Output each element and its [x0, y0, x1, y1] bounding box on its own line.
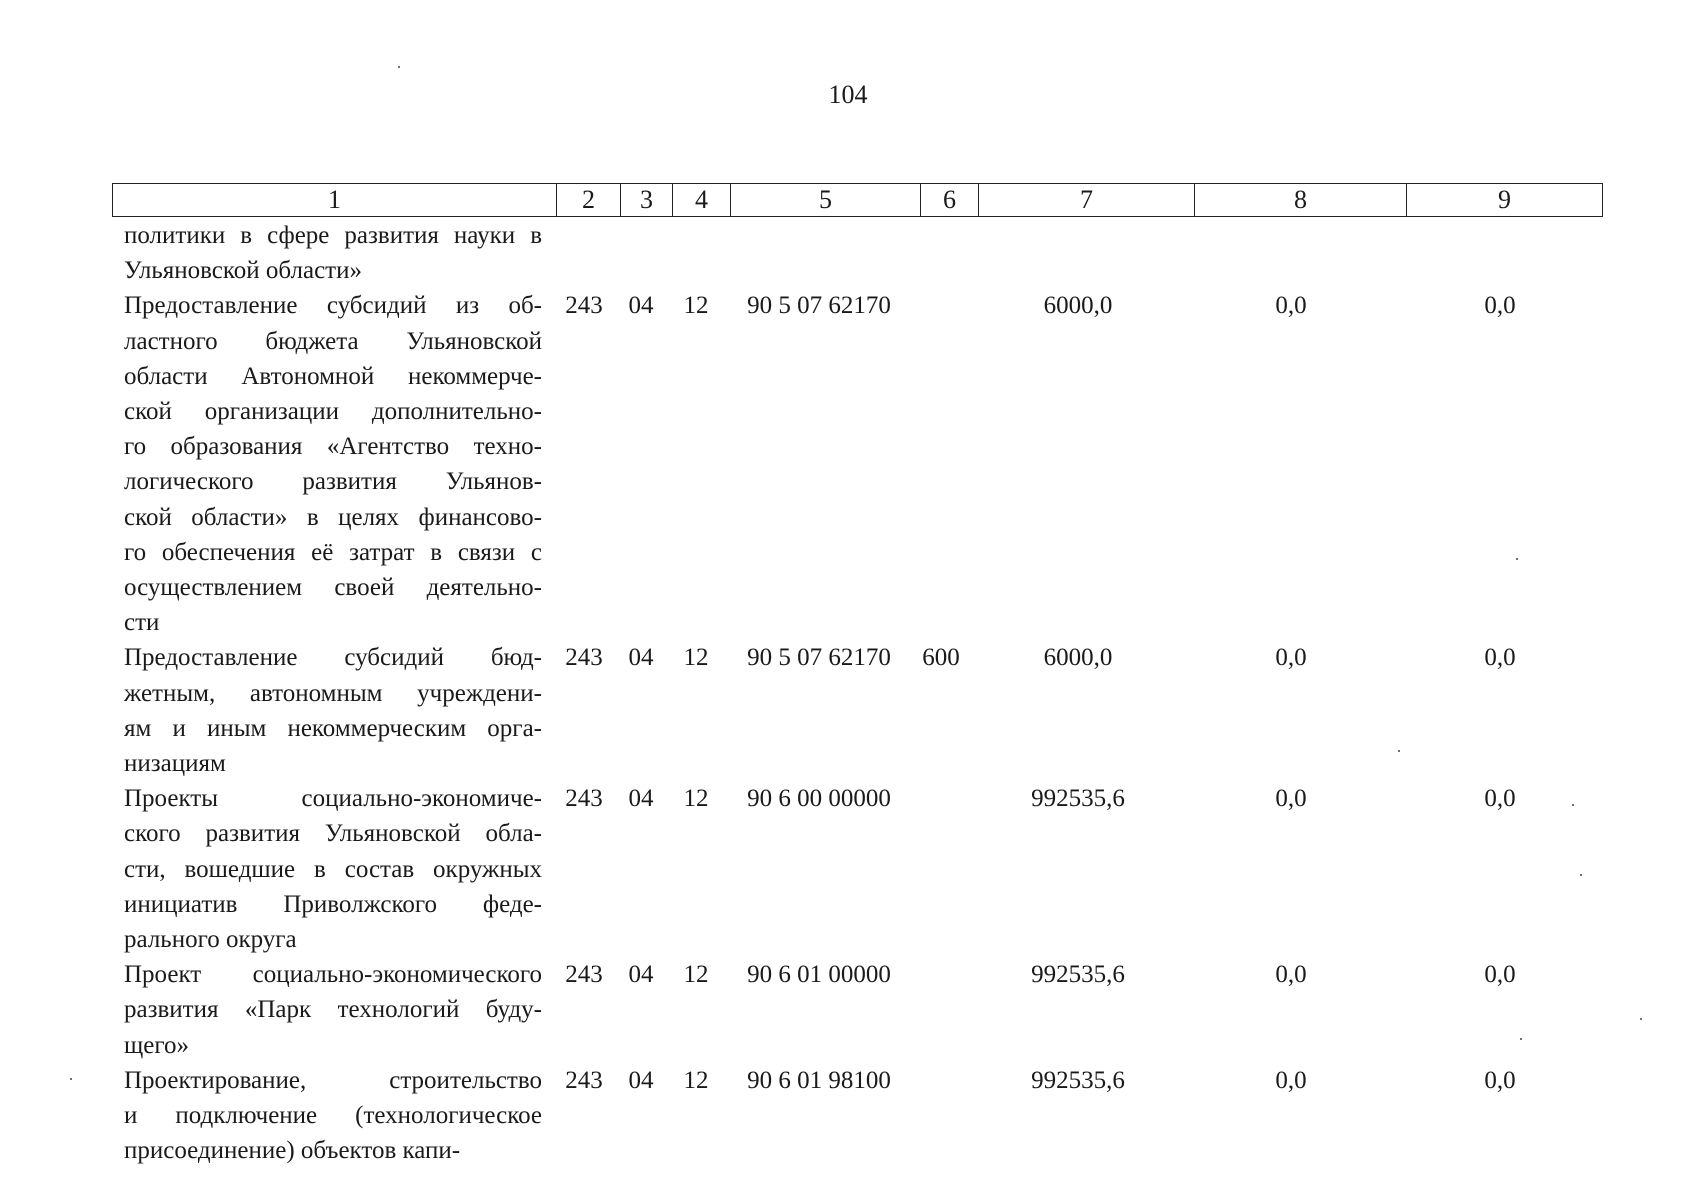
column-header-6: 6 [921, 184, 979, 217]
cell-amount-year-2: 0,0 [1275, 785, 1307, 813]
cell-subsection-2-code: 12 [683, 961, 709, 989]
page-number: 104 [828, 80, 868, 109]
description-line: низациям [124, 750, 226, 777]
description-line: сти, вошедшие в состав окружных [124, 855, 542, 883]
cell-amount-year-3: 0,0 [1484, 1066, 1516, 1094]
cell-subsection-code: 04 [628, 961, 654, 989]
description-line: жетным, автономным учреждени- [124, 679, 542, 707]
cell-amount-year-1: 6000,0 [1043, 292, 1113, 320]
cell-amount-year-3: 0,0 [1484, 292, 1516, 320]
cell-subsection-code: 04 [628, 1066, 654, 1094]
description-line: ской организации дополнительно- [124, 398, 542, 425]
cell-amount-year-2: 0,0 [1275, 292, 1307, 320]
description-line: ям и иным некоммерческим орга- [124, 714, 542, 742]
cell-amount-year-2: 0,0 [1275, 644, 1307, 672]
description-line: Проект социально-экономического [124, 961, 542, 989]
cell-section-code: 243 [565, 961, 603, 989]
description-line: Проекты социально-экономиче- [124, 785, 542, 813]
description-line: го образования «Агентство техно- [124, 433, 542, 461]
cell-amount-year-1: 6000,0 [1043, 644, 1113, 672]
description-line: рального округа [124, 926, 297, 953]
cell-amount-year-2: 0,0 [1275, 1066, 1307, 1094]
description-line: го обеспечения её затрат в связи с [124, 538, 542, 566]
description-line: Ульяновской области» [124, 257, 362, 285]
row-description [124, 640, 542, 781]
description-line: щего» [124, 1031, 189, 1059]
description-line: Предоставление субсидий бюд- [124, 644, 542, 672]
scan-speck [70, 1078, 72, 1080]
cell-subsection-2-code: 12 [683, 644, 709, 672]
description-line: Предоставление субсидий из об- [124, 292, 542, 320]
description-line: присоединение) объектов капи- [124, 1137, 461, 1165]
description-line: Проектирование, строительство [124, 1066, 542, 1094]
cell-subsection-code: 04 [628, 292, 654, 320]
row-description [124, 957, 542, 1063]
description-line: развития «Парк технологий буду- [124, 996, 542, 1024]
cell-target-article: 90 5 07 62170 [747, 644, 891, 672]
description-line: ского развития Ульяновской обла- [124, 820, 542, 848]
cell-amount-year-3: 0,0 [1484, 785, 1516, 813]
cell-amount-year-3: 0,0 [1484, 644, 1516, 672]
row-description [124, 1063, 542, 1169]
cell-section-code: 243 [565, 292, 603, 320]
cell-target-article: 90 6 01 98100 [747, 1066, 891, 1094]
column-header-3: 3 [621, 184, 673, 217]
column-header-2: 2 [557, 184, 621, 217]
column-header-1: 1 [113, 184, 557, 217]
row-description [124, 781, 542, 957]
column-header-5: 5 [731, 184, 921, 217]
cell-section-code: 243 [565, 644, 603, 672]
description-line: политики в сфере развития науки в [124, 222, 542, 249]
cell-amount-year-1: 992535,6 [1031, 961, 1125, 989]
cell-subsection-code: 04 [628, 785, 654, 813]
scan-speck [1520, 1038, 1522, 1040]
scan-speck [1398, 750, 1400, 752]
scan-speck [1580, 874, 1582, 876]
column-header-7: 7 [979, 184, 1195, 217]
cell-amount-year-1: 992535,6 [1031, 1066, 1125, 1094]
column-header-9: 9 [1407, 184, 1603, 217]
column-header-4: 4 [673, 184, 731, 217]
column-header-8: 8 [1195, 184, 1407, 217]
cell-section-code: 243 [565, 785, 603, 813]
description-line: ластного бюджета Ульяновской [124, 327, 542, 355]
cell-subsection-2-code: 12 [683, 1066, 709, 1094]
description-line: инициатив Приволжского феде- [124, 890, 542, 918]
description-line: и подключение (технологическое [124, 1102, 542, 1129]
description-line: осуществлением своей деятельно- [124, 574, 542, 602]
description-line: логического развития Ульянов- [124, 468, 542, 496]
cell-amount-year-1: 992535,6 [1031, 785, 1125, 813]
cell-subsection-2-code: 12 [683, 785, 709, 813]
scan-speck [1640, 1018, 1642, 1020]
cell-subsection-2-code: 12 [683, 292, 709, 320]
scan-speck [1516, 558, 1518, 560]
column-header-row [113, 184, 1603, 217]
row-description [124, 218, 542, 288]
cell-expense-type: 600 [922, 644, 960, 672]
cell-target-article: 90 6 00 00000 [747, 785, 891, 813]
description-line: области Автономной некоммерче- [124, 362, 542, 390]
cell-section-code: 243 [565, 1066, 603, 1094]
row-description [124, 288, 542, 640]
cell-target-article: 90 5 07 62170 [747, 292, 891, 320]
scan-speck [398, 66, 400, 68]
description-line: ской области» в целях финансово- [124, 503, 542, 531]
cell-amount-year-2: 0,0 [1275, 961, 1307, 989]
scan-speck [1572, 804, 1574, 806]
cell-amount-year-3: 0,0 [1484, 961, 1516, 989]
column-header-table [112, 183, 1603, 217]
description-line: сти [124, 609, 160, 637]
cell-target-article: 90 6 01 00000 [747, 961, 891, 989]
cell-subsection-code: 04 [628, 644, 654, 672]
